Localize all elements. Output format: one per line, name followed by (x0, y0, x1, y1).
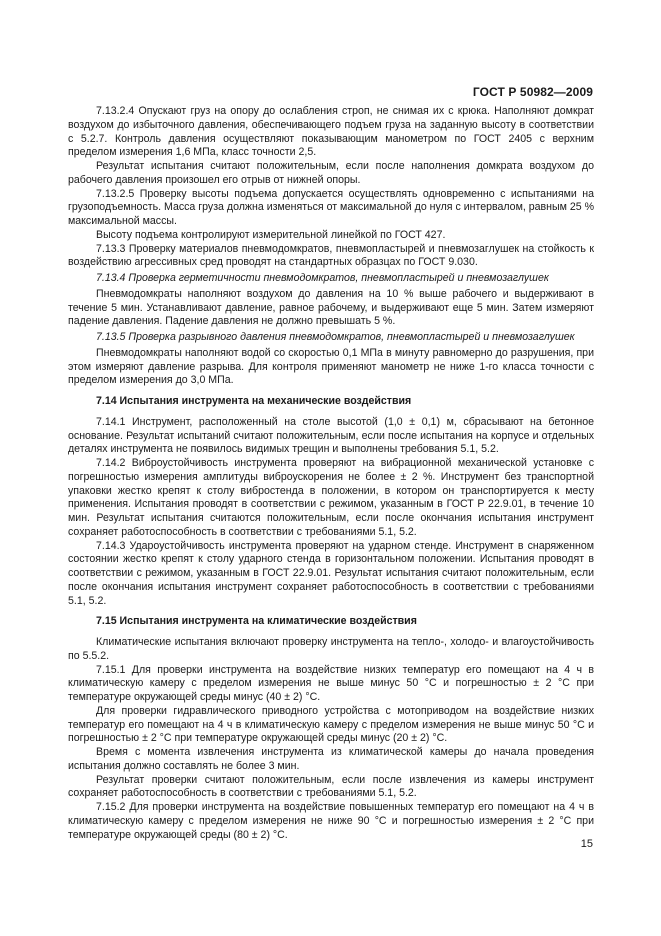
subheading-7-13-5: 7.13.5 Проверка разрывного давления пневмодомкратов, пневмопластырей и пневмозаглушек (96, 331, 575, 343)
section-heading-7-14: 7.14 Испытания инструмента на механические воздействия (96, 395, 412, 407)
paragraph-hydraulic-drive: Для проверки гидравлического приводного устройства с мотоприводом на воздействие низких температур его помещают на 4 ч в климатическую камеру с пределом измерения не выше минус 50 °С и погрешностью ± 2 °С при температуре окружающей среды минус (20 ± 2) °С. (68, 704, 594, 745)
paragraph-7-13-5-body: Пневмодомкраты наполняют водой со скоростью 0,1 МПа в минуту равномерно до разрушения, при этом измеряют давление разрыва. Для контроля применяют манометр не ниже 1-го класса точности с пределом измерения до 3,0 МПа. (68, 346, 594, 387)
paragraph-7-14-1: 7.14.1 Инструмент, расположенный на столе высотой (1,0 ± 0,1) м, сбрасывают на бетонное основание. Результат испытаний считают положительным, если после испытания на корпусе и отдельных деталях инструмента не появилось видимых трещин и выполнены требования 5.1, 5.2. (68, 415, 594, 456)
subheading-7-13-4: 7.13.4 Проверка герметичности пневмодомкратов, пневмопластырей и пневмозаглушек (96, 272, 549, 284)
paragraph-result-7-13-2-4: Результат испытания считают положительным, если после наполнения домкрата воздухом до рабочего давления произошел его отрыв от нижней опоры. (68, 160, 594, 186)
paragraph-7-13-2-5: 7.13.2.5 Проверку высоты подъема допускается осуществлять одновременно с испытаниями на грузоподъемность. Масса груза должна изменяться от максимальной до нуля с интервалом, равным 25 % максимальной массы. (68, 187, 594, 227)
paragraph-7-13-4-body: Пневмодомкраты наполняют воздухом до давления на 10 % выше рабочего и выдерживают в течение 5 мин. Устанавливают давление, равное рабочему, и выдерживают еще 5 мин. Затем измеряют падение давления. Падение давления не должно превышать 5 %. (68, 287, 594, 328)
paragraph-extraction-time: Время с момента извлечения инструмента из климатической камеры до начала проведения испытания должно составлять не более 3 мин. (68, 746, 594, 772)
paragraph-7-13-3: 7.13.3 Проверку материалов пневмодомкратов, пневмопластырей и пневмозаглушек на стойкость к воздействию агрессивных сред проводят на стандартных образцах по ГОСТ 9.030. (68, 242, 594, 269)
paragraph-lift-height: Высоту подъема контролируют измерительной линейкой по ГОСТ 427. (96, 228, 446, 241)
paragraph-7-14-3: 7.14.3 Удароустойчивость инструмента проверяют на ударном стенде. Инструмент в снаряженном состоянии жестко крепят к столу ударного стенда в горизонтальном положении. Испытания проводят в соответствии с режимом, указанным в ГОСТ 22.9.01. Результат испытания считают положительным, если после окончания испытания инструмент сохраняет работоспособность в соответствии с требованиями 5.1, 5.2. (68, 539, 594, 607)
paragraph-7-15-2: 7.15.2 Для проверки инструмента на воздействие повышенных температур его помещают на 4 ч в климатическую камеру с пределом измерения не ниже 90 °С и погрешностью измерения ± 2 °С при температуре окружающей среды (80 ± 2) °С. (68, 801, 594, 841)
document-code-header: ГОСТ Р 50982—2009 (472, 85, 593, 99)
paragraph-7-13-2-4: 7.13.2.4 Опускают груз на опору до ослабления строп, не снимая их с крюка. Наполняют домкрат воздухом до избыточного давления, обеспечивающего подъем груза на заданную высоту в соответствии с 5.2.7. Контроль давления осуществляют показывающим манометром по ГОСТ 2405 с верхним пределом измерения 1,6 МПа, класс точности 2,5. (68, 105, 594, 159)
document-body (68, 105, 594, 842)
page-number: 15 (580, 838, 593, 850)
paragraph-7-15-1: 7.15.1 Для проверки инструмента на воздействие низких температур его помещают на 4 ч в климатическую камеру с пределом измерения не выше минус 50 °С и погрешностью ± 2 °С при температуре окружающей среды минус (40 ± 2) °С. (68, 663, 594, 703)
paragraph-7-14-2: 7.14.2 Виброустойчивость инструмента проверяют на вибрационной механической установке с погрешностью измерения амплитуды виброускорения не более ± 2 %. Инструмент без транспортной упаковки жестко крепят к столу вибростенда в положении, в котором он транспортируется к месту применения. Испытания проводят в соответствии с режимом, указанным в ГОСТ Р 22.9.01, в течение 10 мин. Результат испытания считаются положительным, если после окончания испытания инструмент сохраняет работоспособность в соответствии с требованиями 5.1, 5.2. (68, 457, 594, 538)
paragraph-result-7-15-1: Результат проверки считают положительным, если после извлечения из камеры инструмент сохраняет работоспособность в соответствии с требованиями 5.1, 5.2. (68, 773, 594, 800)
paragraph-7-15-intro: Климатические испытания включают проверку инструмента на тепло-, холодо- и влагоустойчивость по 5.5.2. (68, 636, 594, 662)
section-heading-7-15: 7.15 Испытания инструмента на климатические воздействия (96, 615, 417, 628)
